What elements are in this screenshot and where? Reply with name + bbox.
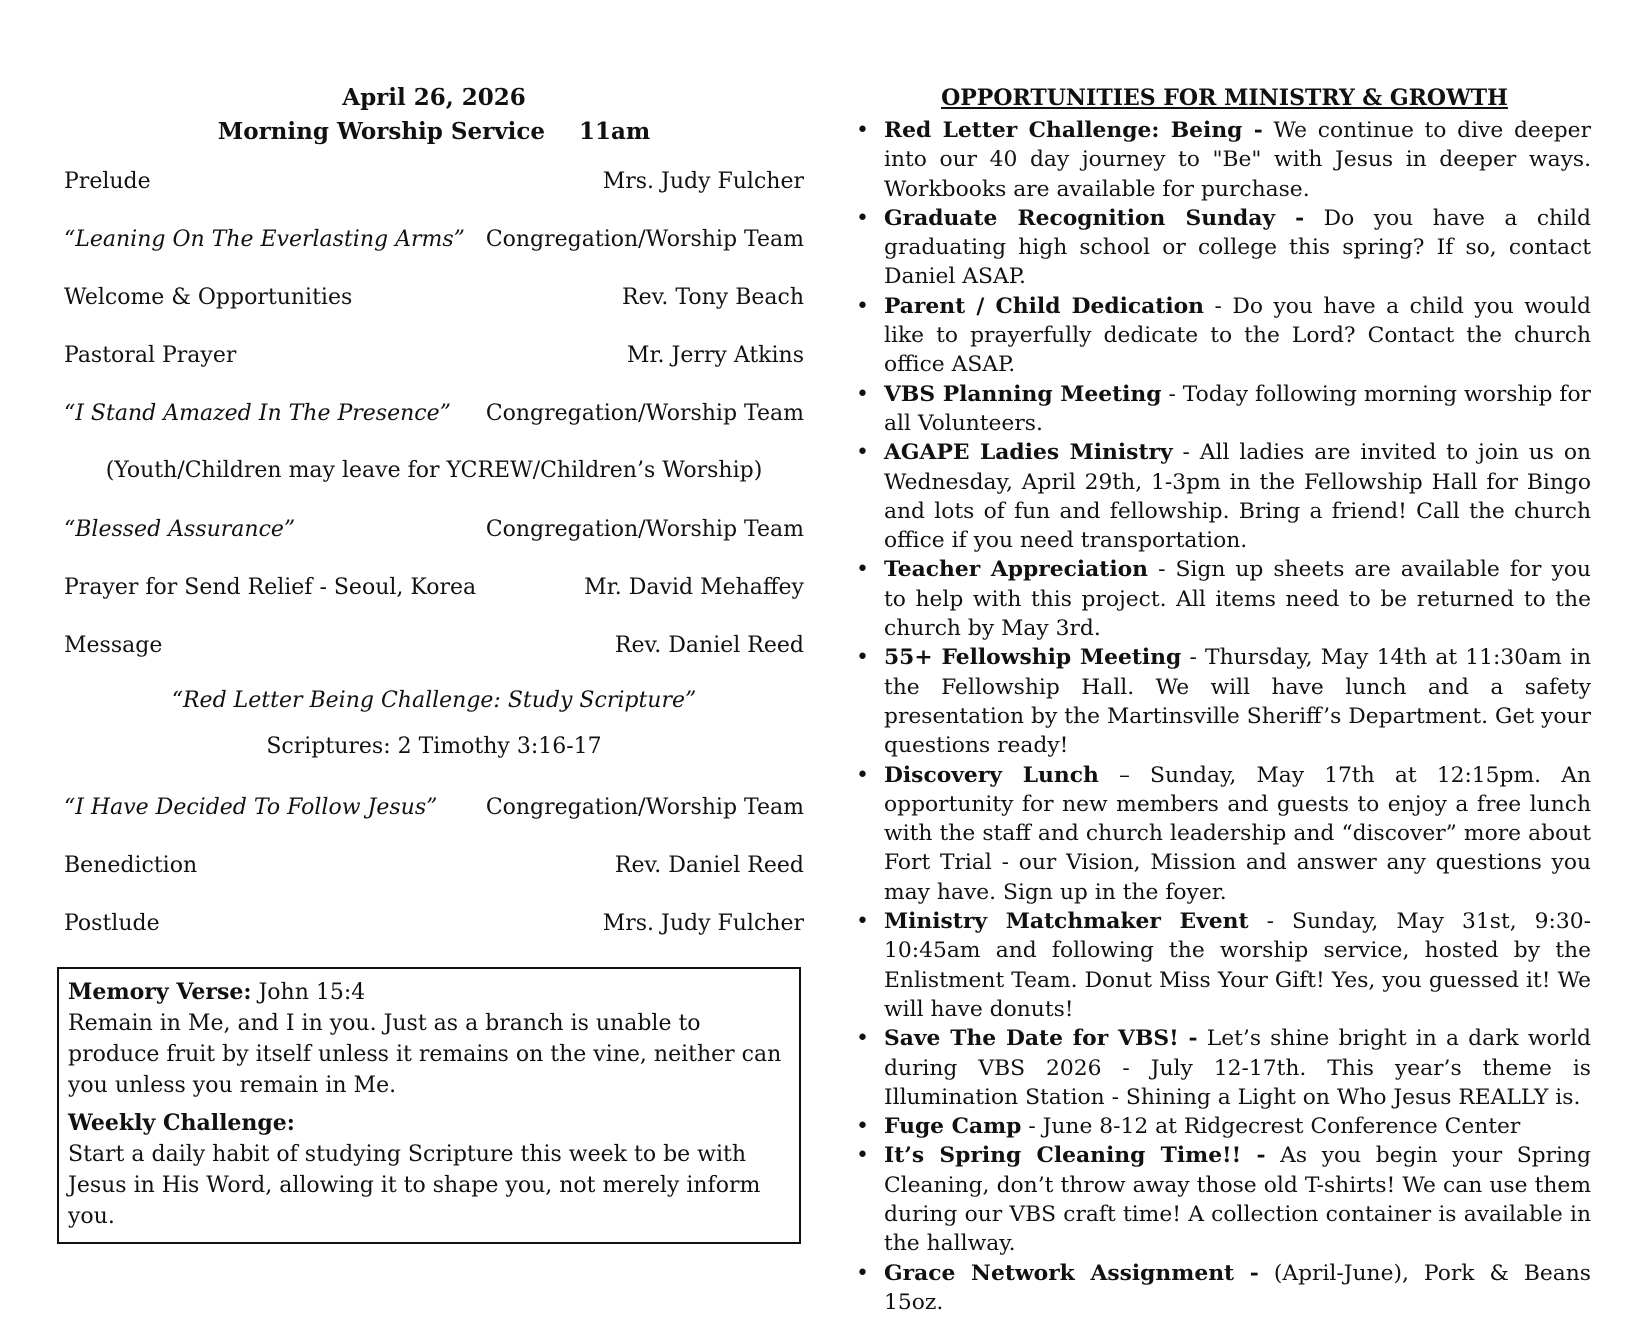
opportunity-item [884,292,1591,380]
order-row [64,616,804,674]
opportunity-title: Fuge Camp [884,1114,1022,1140]
order-leader: Congregation/Worship Team [485,516,804,542]
order-item: Pastoral Prayer [64,342,237,368]
order-item: Message [64,632,163,658]
opportunity-title: Teacher Appreciation [884,557,1149,583]
memory-verse-ref: John 15:4 [258,980,366,1005]
opportunity-item [884,1141,1591,1258]
memory-verse-box [57,967,801,1244]
order-row [64,894,804,952]
opportunity-title: Grace Network Assignment - [884,1260,1259,1286]
order-row [64,500,804,558]
opportunity-title: Ministry Matchmaker Event [884,909,1249,935]
order-leader: Mrs. Judy Fulcher [602,910,804,936]
order-leader: Mr. Jerry Atkins [626,342,804,368]
order-leader: Congregation/Worship Team [485,400,804,426]
opportunity-text: - Thursday, May 14th at 11:30am in the Fellowship Hall. We will have lunch and a safety presentation by the Martinsville Sheriff’s Department. Get your questions ready! [884,645,1591,759]
opportunity-title: Red Letter Challenge: Being - [884,118,1263,143]
order-row [64,558,804,616]
opportunity-item [884,555,1591,643]
order-item: “I Have Decided To Follow Jesus” [64,794,438,820]
memory-verse-label: Memory Verse: [68,979,252,1005]
opportunity-text: - June 8-12 at Ridgecrest Conference Center [1021,1114,1521,1140]
opportunity-title: Save The Date for VBS! - [884,1026,1198,1052]
opportunities-section [858,80,1591,1317]
opportunity-text: - Sunday, May 31st, 9:30-10:45am and following the worship service, hosted by the Enlistment Team. Donut Miss Your Gift! Yes, you guessed it! We will have donuts! [884,909,1591,1022]
memory-verse-text: Remain in Me, and I in you. Just as a branch is unable to produce fruit by itself unless it remains on the vine, neither can you unless you remain in Me. [68,1011,782,1098]
service-header [64,80,804,150]
opportunity-text: - Sign up sheets are available for you to help with this project. All items need to be returned to the church by May 3rd. [884,557,1591,642]
order-row [64,778,804,836]
opportunity-text: – Sunday, May 17th at 12:15pm. An opportunity for new members and guests to enjoy a free lunch with the staff and church leadership and “discover” more about Fort Trial - our Vision, Mission and answer any questions you may have. Sign up in the foyer. [884,762,1591,905]
opportunity-title: Graduate Recognition Sunday - [884,205,1305,231]
order-item: Postlude [64,910,160,936]
opportunity-item [884,1024,1591,1112]
opportunity-item [884,1259,1591,1317]
opportunity-item [884,438,1591,555]
opportunity-item [884,1112,1591,1141]
order-row [64,836,804,894]
dismissal-note: (Youth/Children may leave for YCREW/Children’s Worship) [105,458,763,483]
order-row [64,152,804,210]
order-item: Welcome & Opportunities [64,284,353,310]
service-date: April 26, 2026 [342,84,526,111]
weekly-challenge-label: Weekly Challenge: [68,1110,295,1136]
weekly-challenge-text: Start a daily habit of studying Scripture this week to be with Jesus in His Word, allowing it to shape you, not merely inform you. [68,1142,761,1229]
service-title: Morning Worship Service [217,118,545,145]
opportunity-item [884,116,1591,204]
opportunity-item [884,643,1591,760]
order-item: “Leaning On The Everlasting Arms” [64,226,465,252]
opportunities-list [858,116,1591,1317]
opportunity-text: (April-June), Pork & Beans 15oz. [884,1260,1591,1315]
scripture-reference: Scriptures: 2 Timothy 3:16-17 [266,734,602,759]
order-item: “I Stand Amazed In The Presence” [64,400,451,426]
order-leader: Rev. Daniel Reed [614,852,804,878]
worship-order [64,80,804,952]
sermon-title: “Red Letter Being Challenge: Study Scripture” [171,688,697,713]
order-item: Prayer for Send Relief - Seoul, Korea [64,574,477,600]
order-leader: Rev. Tony Beach [622,284,804,310]
order-row [64,384,804,442]
order-row [64,326,804,384]
opportunity-text: - Today following morning worship for all Volunteers. [884,381,1591,436]
order-row [64,268,804,326]
opportunity-text: Do you have a child graduating high school or college this spring? If so, contact Daniel ASAP. [884,205,1591,290]
opportunity-title: Discovery Lunch [884,762,1099,788]
order-leader: Congregation/Worship Team [485,226,804,252]
order-item: “Blessed Assurance” [64,516,296,542]
opportunity-text: - All ladies are invited to join us on Wednesday, April 29th, 1-3pm in the Fellowship Hall for Bingo and lots of fun and fellowship. Bring a friend! Call the church office if you need transportation. [884,440,1591,554]
order-item: Benediction [64,852,198,878]
order-leader: Mrs. Judy Fulcher [602,168,804,194]
opportunity-item [884,907,1591,1024]
opportunity-title: Parent / Child Dedication [884,293,1205,319]
order-item: Prelude [64,168,151,194]
opportunity-text: As you begin your Spring Cleaning, don’t throw away those old T-shirts! We can use them during our VBS craft time! A collection container is available in the hallway. [884,1143,1591,1257]
opportunity-title: It’s Spring Cleaning Time!! - [884,1143,1266,1169]
opportunity-title: VBS Planning Meeting [884,381,1162,407]
order-of-service [64,152,804,952]
order-leader: Mr. David Mehaffey [584,574,804,600]
order-row [64,210,804,268]
order-leader: Congregation/Worship Team [485,794,804,820]
opportunity-item [884,380,1591,439]
order-leader: Rev. Daniel Reed [614,632,804,658]
opportunity-title: 55+ Fellowship Meeting [884,645,1182,671]
opportunity-text: - Do you have a child you would like to prayerfully dedicate to the Lord? Contact the church office ASAP. [884,293,1591,378]
service-time: 11am [578,118,651,145]
opportunity-item [884,204,1591,292]
opportunity-title: AGAPE Ladies Ministry [884,440,1173,466]
opportunity-item [884,761,1591,907]
opportunities-heading: OPPORTUNITIES FOR MINISTRY & GROWTH [941,85,1508,111]
opportunity-text: Let’s shine bright in a dark world during VBS 2026 - July 12-17th. This year’s theme is Illumination Station - Shining a Light on Who Jesus REALLY is. [884,1026,1591,1110]
opportunity-text: We continue to dive deeper into our 40 day journey to "Be" with Jesus in deeper ways. Workbooks are available for purchase. [884,118,1591,202]
